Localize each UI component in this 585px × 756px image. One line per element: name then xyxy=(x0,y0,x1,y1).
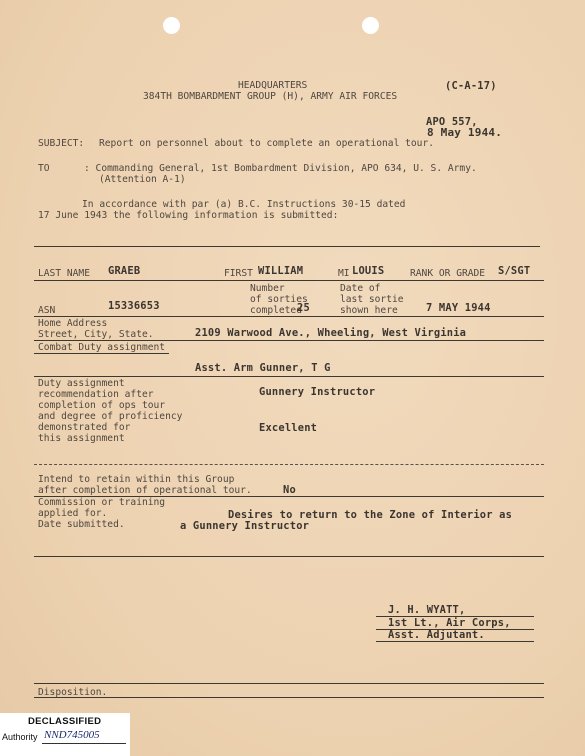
commission-value-1: Desires to return to the Zone of Interior as xyxy=(228,509,513,521)
commission-value-2: a Gunnery Instructor xyxy=(180,520,310,532)
sorties-label-2: of sorties xyxy=(250,294,308,305)
middle-initial-label: MI xyxy=(338,268,350,279)
subject-text: Report on personnel about to complete an operational tour. xyxy=(99,138,435,149)
punch-hole-right xyxy=(362,17,379,34)
duty-rec-label-6: this assignment xyxy=(38,433,125,444)
home-address-label-2: Street, City, State. xyxy=(38,329,154,340)
retain-label-1: Intend to retain within this Group xyxy=(38,474,235,485)
first-name-value: WILLIAM xyxy=(258,265,304,277)
subject-label: SUBJECT: xyxy=(38,138,85,149)
sorties-label-1: Number xyxy=(250,283,285,294)
header-line2: 384TH BOMBARDMENT GROUP (H), ARMY AIR FORCES xyxy=(143,91,398,102)
combat-duty-label-rule xyxy=(34,353,169,354)
duty-rec-label-3: completion of ops tour xyxy=(38,400,166,411)
form-top-rule xyxy=(34,246,540,247)
home-address-value: 2109 Warwood Ave., Wheeling, West Virginia xyxy=(195,327,467,339)
to-label: TO xyxy=(38,163,50,174)
declassified-title: DECLASSIFIED xyxy=(28,716,102,727)
authority-number: NND745005 xyxy=(44,729,100,741)
retain-value: No xyxy=(283,484,296,496)
signature-rule-3 xyxy=(376,641,534,642)
intro-line2: 17 June 1943 the following information is submitted: xyxy=(38,210,339,221)
date-last-label-3: shown here xyxy=(340,305,398,316)
date-last-label-2: last sortie xyxy=(340,294,404,305)
commission-label-2: applied for. xyxy=(38,508,108,519)
middle-name-value: LOUIS xyxy=(352,265,385,277)
combat-duty-value: Asst. Arm Gunner, T G xyxy=(195,362,331,374)
commission-label-1: Commission or training xyxy=(38,497,166,508)
to-line2: (Attention A-1) xyxy=(99,174,186,185)
punch-hole-left xyxy=(163,17,180,34)
first-name-label: FIRST xyxy=(224,268,253,279)
form-number: (C-A-17) xyxy=(445,80,497,92)
document-date: 8 May 1944. xyxy=(427,126,503,139)
rank-label: RANK OR GRADE xyxy=(410,268,486,279)
section-divider xyxy=(34,464,544,465)
to-line1: : Commanding General, 1st Bombardment Division, APO 634, U. S. Army. xyxy=(84,163,477,174)
date-last-label-1: Date of xyxy=(340,283,381,294)
sorties-label-3: completed xyxy=(250,305,302,316)
authority-label: Authority xyxy=(2,732,38,742)
duty-rec-value: Gunnery Instructor xyxy=(259,386,376,398)
header-line1: HEADQUARTERS xyxy=(238,80,308,91)
combat-duty-row-rule xyxy=(34,376,544,377)
commission-row-rule xyxy=(34,556,544,557)
name-row-rule xyxy=(34,280,544,281)
proficiency-value: Excellent xyxy=(259,422,318,434)
rank-value: S/SGT xyxy=(498,265,531,277)
authority-underline xyxy=(42,743,126,744)
duty-rec-label-5: demonstrated for xyxy=(38,422,131,433)
apo-number: APO 557, xyxy=(426,116,478,128)
signature-title: Asst. Adjutant. xyxy=(388,629,485,641)
combat-duty-label: Combat Duty assignment xyxy=(38,342,166,353)
asn-value: 15336653 xyxy=(108,300,160,312)
disposition-rule xyxy=(34,697,544,698)
last-name-value: GRAEB xyxy=(108,265,141,277)
sorties-value: 25 xyxy=(297,302,310,314)
date-last-value: 7 MAY 1944 xyxy=(426,302,491,314)
disposition-label: Disposition. xyxy=(38,687,108,698)
asn-label: ASN xyxy=(38,305,56,316)
intro-line1: In accordance with par (a) B.C. Instructions 30-15 dated xyxy=(82,199,406,210)
home-row-rule xyxy=(34,340,544,341)
signature-rank: 1st Lt., Air Corps, xyxy=(388,617,511,629)
disposition-top-rule xyxy=(34,683,544,684)
duty-rec-label-4: and degree of proficiency xyxy=(38,411,183,422)
duty-rec-label-2: recommendation after xyxy=(38,389,154,400)
asn-row-rule xyxy=(34,316,544,317)
commission-label-3: Date submitted. xyxy=(38,519,125,530)
retain-label-2: after completion of operational tour. xyxy=(38,485,252,496)
last-name-label: LAST NAME xyxy=(38,268,90,279)
duty-rec-label-1: Duty assignment xyxy=(38,378,125,389)
signature-name: J. H. WYATT, xyxy=(388,604,466,616)
home-address-label-1: Home Address xyxy=(38,318,108,329)
